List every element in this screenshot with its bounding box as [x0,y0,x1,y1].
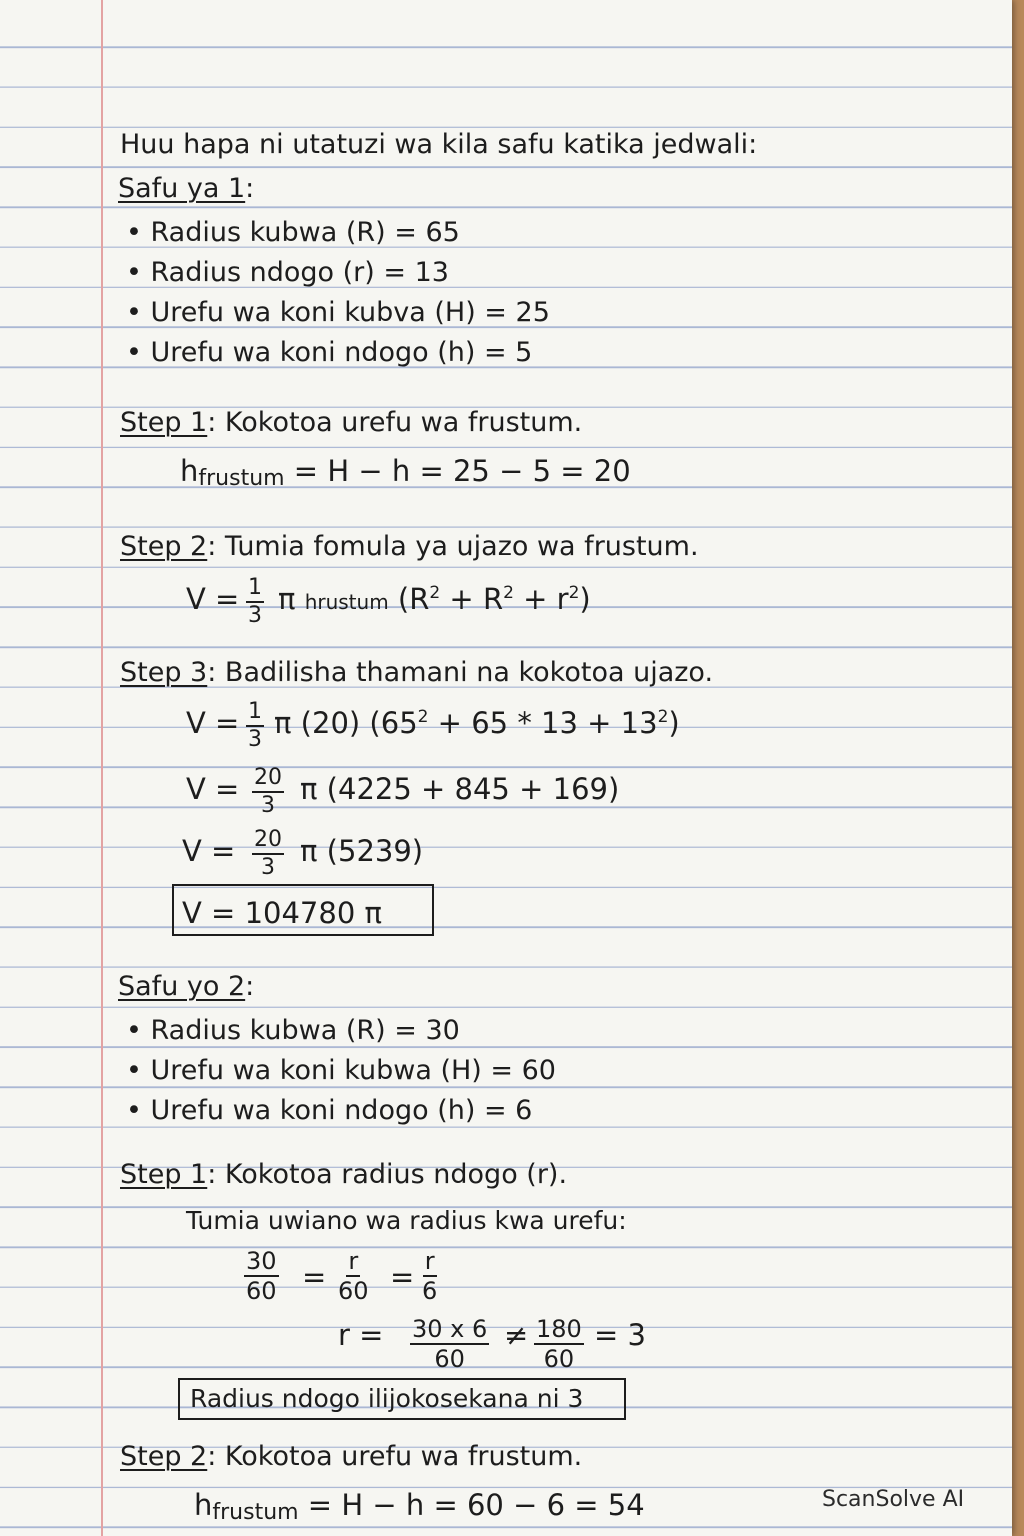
row2-answer: Radius ndogo ilijokosekana ni 3 [190,1384,584,1413]
fraction-denominator: 3 [261,855,275,880]
row1-step1-equation-rest: = H − h = 25 − 5 = 20 [284,454,631,488]
fraction-denominator: 3 [261,793,275,818]
row1-step2-formula [278,582,591,619]
row1-step1-text: : Kokotoa urefu wa frustum. [207,407,583,438]
r-result: = 3 [594,1318,646,1352]
ratio-fraction-3 [422,1248,437,1304]
row1-step2-fraction [246,576,264,628]
row2-heading-label: Safu yo 2 [118,971,246,1002]
fraction-denominator: 60 [338,1277,369,1305]
row2-step1-heading [120,1158,567,1192]
formula-part-3: + r [513,582,569,616]
exponent: 2 [568,583,580,603]
ratio-fraction-2 [338,1248,369,1304]
row1-answer: V = 104780 π [182,896,382,930]
fraction-numerator: 1 [246,700,264,727]
ratio-equals-1: = [302,1260,327,1294]
row1-given-4: • Urefu wa koni ndogo (h) = 5 [126,337,533,368]
fraction-numerator: r [424,1247,435,1275]
row1-step3-line3-fraction [252,828,284,880]
fraction-numerator: 1 [246,576,264,603]
row1-step3-text: : Badilisha thamani na kokotoa ujazo. [207,657,714,688]
row1-step3-line1-rest [274,706,680,740]
row2-step1-subtext: Tumia uwiano wa radius kwa urefu: [186,1206,627,1235]
scansolve-watermark: ScanSolve AI [822,1487,965,1512]
row1-step2-label: Step 2 [120,531,208,562]
ratio-equals-2: = [390,1260,415,1294]
row1-step3-heading [120,656,713,690]
row2-step2-equation [194,1488,645,1530]
r-fraction-2 [534,1316,584,1372]
row1-step3-line2-fraction [252,766,284,818]
line1-part-c: ) [668,706,680,740]
h-frustum-subscript: hrustum [304,590,389,614]
frustum-subscript: frustum [198,466,285,491]
line1-part-a: π (20) (65 [274,706,418,740]
row1-step2-heading [120,530,699,564]
exponent: 2 [503,583,514,603]
fraction-numerator: 30 [246,1247,277,1275]
h-symbol: h [180,454,199,488]
row1-heading-label: Safu ya 1 [118,173,246,204]
row1-step3-line1-v: V = [186,706,240,740]
exponent: 2 [417,707,429,727]
row1-step1-label: Step 1 [120,407,208,438]
row2-step2-text: : Kokotoa urefu wa frustum. [207,1441,583,1472]
row1-given-1: • Radius kubwa (R) = 65 [126,217,460,248]
row1-given-3: • Urefu wa koni kubva (H) = 25 [126,297,550,328]
row1-given-2: • Radius ndogo (r) = 13 [126,257,449,288]
intro-text: Huu hapa ni utatuzi wa kila safu katika jedwali: [120,129,758,160]
row2-step2-label: Step 2 [120,1441,208,1472]
row1-step3-line1-fraction [246,700,264,752]
frustum-subscript: frustum [212,1500,299,1525]
r-fraction-1 [410,1316,489,1372]
ratio-fraction-1 [244,1248,279,1304]
row1-step1-heading [120,406,582,440]
h-symbol: h [194,1488,213,1522]
row1-heading [118,172,254,206]
fraction-numerator: 30 x 6 [412,1315,488,1343]
row2-given-1: • Radius kubwa (R) = 30 [126,1015,460,1046]
margin-line [101,0,103,1536]
fraction-numerator: r [348,1247,359,1275]
exponent: 2 [657,707,669,727]
row1-step3-line3-v: V = [182,834,236,868]
row2-given-2: • Urefu wa koni kubwa (H) = 60 [126,1055,556,1086]
row2-given-3: • Urefu wa koni ndogo (h) = 6 [126,1095,533,1126]
fraction-numerator: 20 [252,766,284,793]
row2-step1-text: : Kokotoa radius ndogo (r). [207,1159,568,1190]
row2-heading [118,970,254,1004]
exponent: 2 [429,583,441,603]
row2-step2-equation-rest: = H − h = 60 − 6 = 54 [298,1488,645,1522]
fraction-denominator: 60 [246,1277,277,1305]
approx-sign: ≠ [504,1318,529,1352]
row1-step3-line2-v: V = [186,772,240,806]
fraction-denominator: 3 [248,603,262,628]
r-equals: r = [338,1318,384,1352]
row1-step2-v: V = [186,582,240,616]
fraction-denominator: 6 [422,1277,438,1305]
row2-step2-heading [120,1440,582,1474]
formula-part-2: + R [440,582,504,616]
row1-step1-equation [180,454,631,496]
row1-step3-line3-rest: π (5239) [300,834,424,868]
row2-heading-colon: : [245,971,255,1002]
fraction-denominator: 3 [248,727,262,752]
fraction-numerator: 180 [536,1315,582,1343]
line1-part-b: + 65 * 13 + 13 [428,706,658,740]
row1-step3-line2-rest: π (4225 + 845 + 169) [300,772,620,806]
row1-heading-colon: : [245,173,255,204]
pi-symbol: π [278,582,296,616]
fraction-numerator: 20 [252,828,284,855]
row1-step3-label: Step 3 [120,657,208,688]
row2-step1-label: Step 1 [120,1159,208,1190]
formula-part-1: (R [397,582,430,616]
fraction-denominator: 60 [543,1345,575,1373]
formula-part-4: ) [579,582,591,616]
fraction-denominator: 60 [434,1345,465,1373]
row1-step2-text: : Tumia fomula ya ujazo wa frustum. [207,531,699,562]
